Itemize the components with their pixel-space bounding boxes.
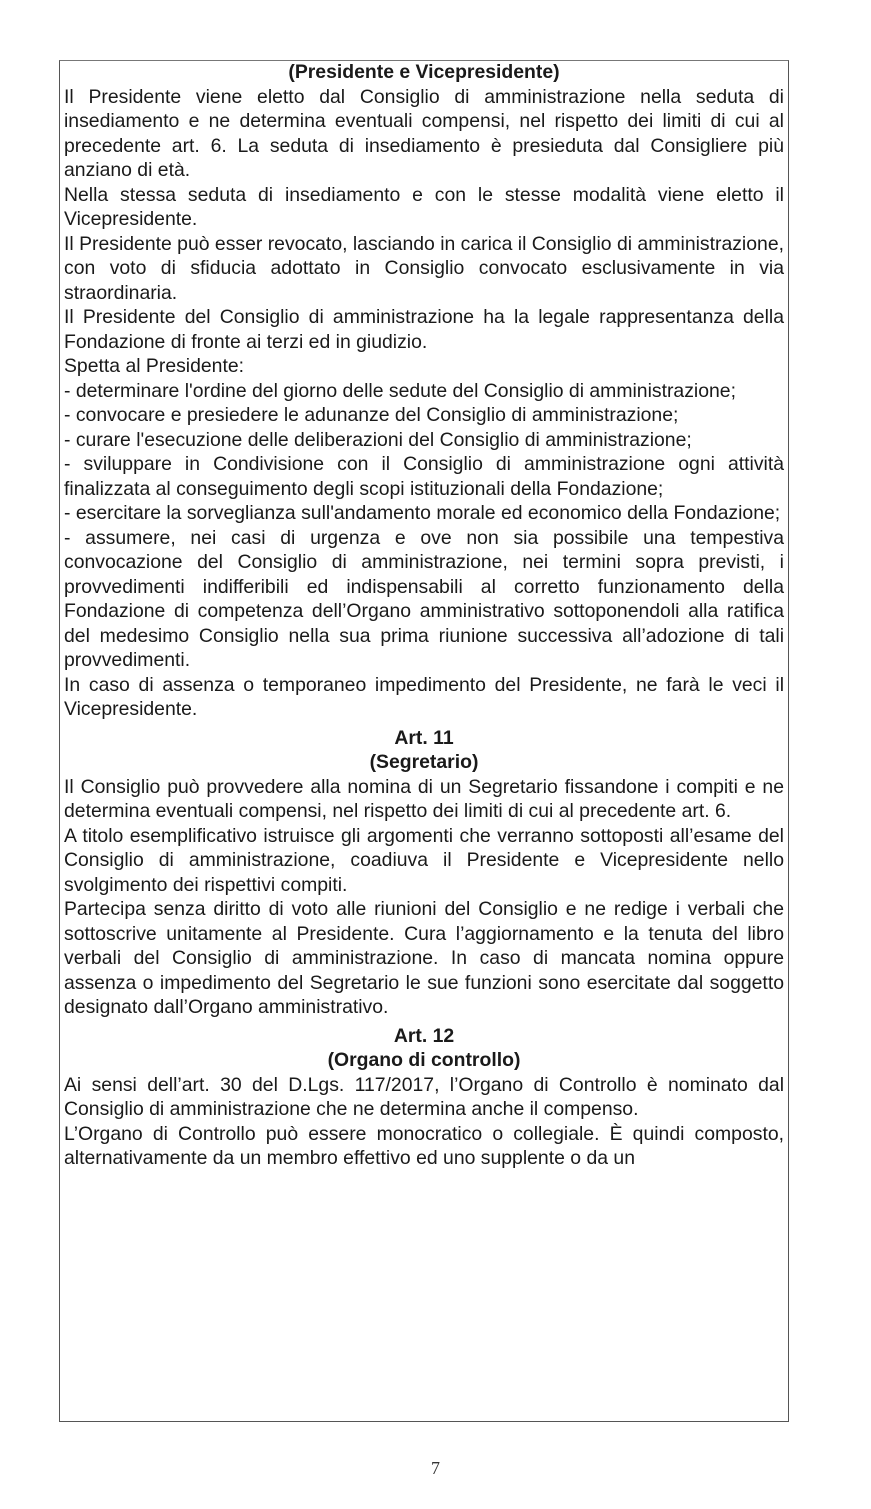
paragraph: Il Presidente del Consiglio di amministrazione ha la legale rappresentanza della Fondazione di fronte ai terzi ed in giudizio. <box>64 306 784 353</box>
paragraph: Ai sensi dell’art. 30 del D.Lgs. 117/2017, l’Organo di Controllo è nominato dal Consiglio di amministrazione che ne determina anche il compenso. <box>64 1073 784 1120</box>
list-item: - curare l'esecuzione delle deliberazioni del Consiglio di amministrazione; <box>64 428 692 451</box>
paragraph: Il Consiglio può provvedere alla nomina di un Segretario fissandone i compiti e ne determina eventuali compensi, nel rispetto dei limiti di cui al precedente art. 6. <box>64 775 784 822</box>
article-number-11: Art. 11 <box>394 726 454 749</box>
section-heading-presidente: (Presidente e Vicepresidente) <box>288 61 560 83</box>
article-number-12: Art. 12 <box>393 1024 455 1047</box>
paragraph: L’Organo di Controllo può essere monocratico o collegiale. È quindi composto, alternativamente da un membro effettivo ed uno supplente o da un <box>64 1122 784 1169</box>
page-number: 7 <box>431 1458 440 1478</box>
paragraph: Partecipa senza diritto di voto alle riunioni del Consiglio e ne redige i verbali che sottoscrive unitamente al Presidente. Cura l’aggiornamento e la tenuta del libro verbali del Consiglio di amministrazione. In caso di mancata nomina oppure assenza o impedimento del Segretario le sue funzioni sono esercitate dal soggetto designato dall’Organo amministrativo. <box>64 898 784 1018</box>
paragraph: Il Presidente può esser revocato, lasciando in carica il Consiglio di amministrazione, con voto di sfiducia adottato in Consiglio convocato esclusivamente in via straordinaria. <box>64 232 784 304</box>
section-heading-organo-controllo: (Organo di controllo) <box>327 1049 521 1071</box>
paragraph: In caso di assenza o temporaneo impedimento del Presidente, ne farà le veci il Vicepresidente. <box>64 673 784 720</box>
document-body <box>64 60 784 1171</box>
paragraph: Nella stessa seduta di insediamento e con le stesse modalità viene eletto il Vicepresidente. <box>64 183 784 230</box>
list-item: - assumere, nei casi di urgenza e ove non sia possibile una tempestiva convocazione del Consiglio di amministrazione, nei termini sopra previsti, i provvedimenti indifferibili ed indispensabili al corretto funzionamento della Fondazione di competenza dell’Organo amministrativo sottoponendoli alla ratifica del medesimo Consiglio nella sua prima riunione successiva all’adozione di tali provvedimenti. <box>64 526 784 671</box>
paragraph: A titolo esemplificativo istruisce gli argomenti che verranno sottoposti all’esame del Consiglio di amministrazione, coadiuva il Presidente e Vicepresidente nello svolgimento dei rispettivi compiti. <box>64 824 784 896</box>
list-item: - esercitare la sorveglianza sull'andamento morale ed economico della Fondazione; <box>64 502 781 524</box>
list-item: - sviluppare in Condivisione con il Consiglio di amministrazione ogni attività finalizzata al conseguimento degli scopi istituzionali della Fondazione; <box>64 453 784 500</box>
paragraph: Spetta al Presidente: <box>64 355 245 377</box>
list-item: - determinare l'ordine del giorno delle sedute del Consiglio di amministrazione; <box>64 379 736 402</box>
paragraph: Il Presidente viene eletto dal Consiglio di amministrazione nella seduta di insediamento e ne determina eventuali compensi, nel rispetto dei limiti di cui al precedente art. 6. La seduta di insediamento è presieduta dal Consigliere più anziano di età. <box>64 85 784 181</box>
list-item: - convocare e presiedere le adunanze del Consiglio di amministrazione; <box>64 404 679 426</box>
section-heading-segretario: (Segretario) <box>369 751 479 773</box>
